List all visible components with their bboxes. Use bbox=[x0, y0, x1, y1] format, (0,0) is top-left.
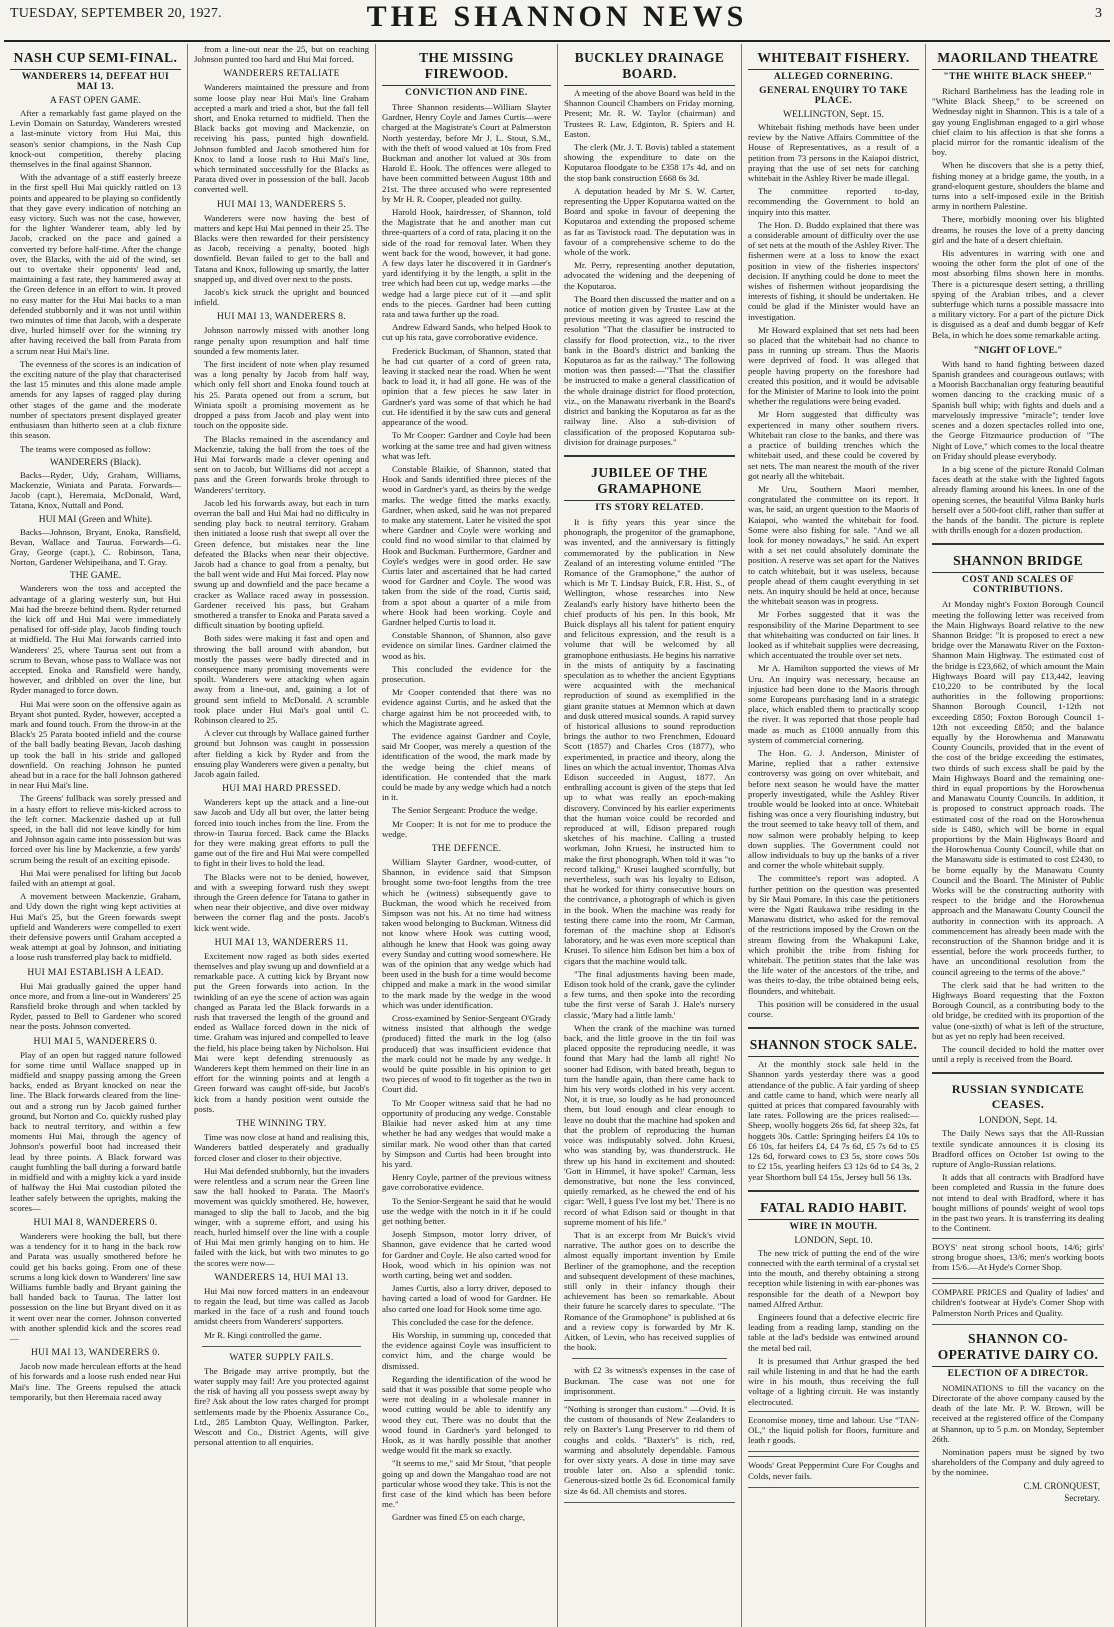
article-paragraph: Hui Mai now forced matters in an endeavour to regain the lead, but time was called as Jacob marked in the face of a rush and found touch amidst cheers from Wanderers' supporters. bbox=[194, 1285, 369, 1327]
article-paragraph: That is an excerpt from Mr Buick's vivid narrative. The author goes on to describe the almost equally important invention by Emile Berliner of the gramophone, and the reception and subsequent development of these machines, still only in their infancy though their achievement has been so remarkable. About their future he scarcely dares to speculate. "The Romance of the Gramophone" is published at 6s and a review copy is forwarded by Mr K. Aitken, of Levin, who has received supplies of the book. bbox=[564, 1229, 735, 1353]
article-paragraph: Hui Mai defended stubbornly, but the invaders were relentless and a scrum near the Green line saw the ball hooked to Parata. The Maori's movement was quickly smothered. He, however, managed to slip the ball to Jacob, and the big winger, with a supreme effort, and using his reach, hurled himself over the line with a couple of Hui Mai men grimly hanging on to him. He failed with the kick, but with two minutes to go the scores were now— bbox=[194, 1165, 369, 1268]
article-paragraph: The committee reported to-day, recommending the Government to hold an inquiry into this matter. bbox=[748, 186, 919, 217]
article-paragraph: Three Shannon residents—William Slayter Gardner, Henry Coyle and James Curtis—were charged at the Magistrate's Court at Palmerston North yesterday, before Mr J. L. Stout, S.M., with the theft of wood valued at 10s from Fred Buckman and another lot valued at 30s from Harold E. Hook. The offences were alleged to have been committed between August 18th and 21st. The three accused who were represented by Mr H. R. Cooper, pleaded not guilty. bbox=[382, 102, 551, 204]
article-paragraph: The Greens' fullback was sorely pressed and in a hasty effort to relieve mis-kicked across to the left corner. Mackenzie dashed up at full speed, in the ball did not leave kindly for him and Johnson again came into possession but was forced over his line by Mackenzie, a few yards' scrum being the result of an exciting episode. bbox=[10, 793, 181, 865]
headline-russian-syndicate: RUSSIAN SYNDICATE CEASES. bbox=[951, 1082, 1085, 1112]
article-paragraph: To the Senior-Sergeant he said that he would use the wedge with the notch in it if he could get nothing better. bbox=[382, 1195, 551, 1226]
column-1 bbox=[4, 44, 188, 1627]
article-paragraph: A meeting of the above Board was held in the Shannon Council Chambers on Friday morning. Present; Mr. R. W. Taylor (chairman) and Trustees R. Law, Edginton, R. Spiers and H. Easton. bbox=[564, 88, 735, 139]
article-paragraph: Wanderers were now having the best of matters and kept Hui Mai penned in their 25. The Blacks were then rewarded for their persistency as Jacob, receiving a penalty, booted high downfield. Bevan failed to get to the ball and Tatana and Knox, following up smartly, the latter snapped up, and dived over next to the posts. bbox=[194, 212, 369, 284]
score-line: HUI MAI 8, WANDERERS 0. bbox=[33, 1217, 158, 1228]
advert-hyde-compare-prices bbox=[932, 1283, 1104, 1325]
advert-text: Woods' Great Peppermint Cure For Coughs and Colds, never fails. bbox=[748, 1460, 919, 1481]
dateline: LONDON, Sept. 14. bbox=[978, 1116, 1058, 1127]
article-paragraph: His Worship, in summing up, conceded that the evidence against Coyle was insufficient to convict him, and the charge would be dismissed. bbox=[382, 1329, 551, 1371]
article-paragraph: Johnson narrowly missed with another long range penalty upon resumption and half time sounded a few moments later. bbox=[194, 325, 369, 356]
article-paragraph: Mr Cooper: It is not for me to produce the wedge. bbox=[382, 818, 551, 839]
article-paragraph: The teams were composed as follow: bbox=[20, 443, 151, 454]
article-paragraph: Wanderers won the toss and accepted the advantage of a glaring westerly sun, but Hui Mai had the breeze behind them. Ryder returned the kick off and Hui Mai were immediately penalised for off-side play, Jacob finding touch at midfield. The Hui Mai forwards carried into Wanderers' 25, where Taurua sent out from a scrum to Bevan, whose pass to Wallace was not accepted. Enoka and Ransfield were handy, however, and dribbled on over the line, but Ryder managed to force down. bbox=[10, 583, 181, 696]
article-paragraph: Mr Howard explained that set nets had been so placed that the whitebait had no chance to pass in running up stream. Thus the Maoris were deprived of food. It was alleged that people having property on the foreshore had created this position, and it would be advisable for the Minister of Marine to look into the point whether the regulations were being evaded. bbox=[748, 324, 919, 407]
subhead-election-director: ELECTION OF A DIRECTOR. bbox=[947, 1368, 1089, 1379]
article-paragraph: Hui Mai gradually gained the upper hand once more, and from a line-out in Wanderers' 25 Ransfield broke through and when tackled by Ryder, passed to Bell to Gardener who scored near the posts. Johnson converted. bbox=[10, 980, 181, 1032]
headline-buckley-drainage: BUCKLEY DRAINAGE BOARD. bbox=[564, 50, 735, 86]
masthead bbox=[4, 0, 1110, 42]
columns bbox=[4, 44, 1110, 1627]
article-paragraph: Gardner was fined £5 on each charge, bbox=[392, 1512, 525, 1523]
divider bbox=[748, 1027, 919, 1029]
article-paragraph: A deputation headed by Mr S. W. Carter, representing the Upper Koputaroa waited on the Board and spoke in favour of deepening the Koputaroa and extending the proposed scheme as far as Tavistock road. The deputation was in favour of a comprehensive scheme to do the whole of the work. bbox=[564, 185, 735, 258]
column-4 bbox=[558, 44, 742, 1627]
article-paragraph: Regarding the identification of the wood he said that it was possible that some people who were not dealing in a wholesale manner in wood cutting would be able to identify any wood they cut. There was no doubt that the wood found in Gardner's yard belonged to Hook, as it was hardly possible that another wedge would fit the mark so exactly. bbox=[382, 1373, 551, 1456]
divider bbox=[572, 1358, 727, 1359]
article-paragraph: To Mr Cooper witness said that he had no opportunity of producing any wedge. Constable Blaikie had never asked him at any time whether he had any wedges that would make a similar mark. No wood other than that carted by Simpson and Curtis had been brought into his yard. bbox=[382, 1097, 551, 1169]
article-paragraph: This concluded the evidence for the prosecution. bbox=[382, 663, 551, 684]
article-paragraph: Wanderers were hooking the ball, but there was a tendency for it to hang in the back row and Parata was usually smothered before he could get his backs going. From one of these scrums a long kick down to Wanderers' line saw Williams fumble badly and Bryant gaining the ball handed back to Taurua. The latter lost possession on the line but Bryant dived on it as it went over near the corner. Johnson converted with another splendid kick and the scores read— bbox=[10, 1230, 181, 1343]
subhead-cost-scales: COST AND SCALES OF CONTRIBUTIONS. bbox=[961, 575, 1075, 596]
advert-woods-peppermint bbox=[748, 1456, 919, 1487]
article-paragraph: Hui Mai were soon on the offensive again as Bryant shot punted. Ryder, however, accepted a mark and found touch. From the throw-in at the Black's 25 Parata booted infield and the course of the ball badly beating Bevan, Jacob dashing up took the ball in his stride and galloped downfield. On reaching Johnson he punted ahead but in a race for the ball Johnson gathered in near Hui Mai's line. bbox=[10, 698, 181, 791]
advert-text: Economise money, time and labour. Use "TAN-OL," the liquid polish for floors, furniture and leath r goods. bbox=[748, 1414, 919, 1446]
headline-fatal-radio-habit: FATAL RADIO HABIT. bbox=[748, 1200, 919, 1220]
article-paragraph: A clever cut through by Wallace gained further ground but Johnson was caught in possession after fielding a kick by Ryder and from the ensuing play Wanderers were given a penalty, but Jacob again failed. bbox=[194, 728, 369, 779]
article-paragraph: The Hon. G. J. Anderson, Minister of Marine, replied that a rather extensive controversy was going on over whitebait, and before next season he would have the matter properly investigated, while the Ashley River trouble would be looked into at once. Whitebait fishing was once a very flourishing industry, but the trout seemed to take heavy toll of them, and now salmon were probably helping to keep down supplies. The Government could not allow individuals to buy up the banks of a river and corner the whole whitebait supply. bbox=[748, 747, 919, 871]
article-paragraph: Mr. Perry, representing another deputation, advocated the widening and the deepening of the Koputaroa. bbox=[564, 260, 735, 291]
article-paragraph: The Board then discussed the matter and on a notice of motion given by Trustee Law at the previous meeting it was agreed to rescind the resolution "That the classifier be instructed to classify for flood protection, viz., to the river bank in the Board's district and banking the Koputaroa as far as the railway." The following motion was then passed:—"That the classifier be instructed to make a general classification of the whole drainage district for flood protection, viz., on the Manawatu riverbank in the Board's district and banking the Koputaroa as far as the railway line. Also a sub-division of classification of the proposed Koputaroa sub-division for drainage purposes." bbox=[564, 293, 735, 447]
newspaper-title: THE SHANNON NEWS bbox=[366, 0, 748, 33]
article-paragraph: The first incident of note when play resumed was a long penalty by Jacob from half way, which only fell short and Enoka found touch at his 25. Parata opened out from a scrum, but Winiata spoilt a promising movement as he dropped a pass from Jacob and play went into touch on the opposite side. bbox=[194, 359, 369, 431]
article-paragraph: The evidence against Gardner and Coyle, said Mr Cooper, was merely a question of the identification of the wood, the mark made by the wedge being the chief means of identification. He contended that the mark could be made by any wedge which had a notch in it. bbox=[382, 730, 551, 803]
advert-hyde-boots bbox=[932, 1238, 1104, 1280]
divider bbox=[202, 1346, 361, 1347]
article-paragraph: It is fifty years this year since the phonograph, the progenitor of the gramaphone, was invented, and the anniversary is fittingly commemorated by the publication in New Zealand of an interesting volume entitled "The Romance of the Gramophone," the author of which is Mr T. Lindsay Buick, F.R. Hist. S., of Wellington, whose researches into New Zealand's early history have hitherto been the chief products of his pen. In this book, Mr Buick displays all his talent for patient enquiry and felicitous expression, and the result is a volume that will be welcomed by all gramophone enthusiasts. He begins his narrative in the mists of antiquity by a fascinating speculation as to whether the ancient Egyptians were acquainted with the mechanical reproduction of sound as exemplified in the giant granite statues at Memnon which at dawn and dusk uttered musical sounds. A rapid survey of historical allusions to sound reproduction brings the author to two Frenchmen, Edouard Scott (1857) and Charles Cros (1877), who experimented, in practice and theory, along the lines on which the actual inventor, Thomas Alva Edison succeeded in August, 1877. An enthralling account is given of the steps that led up to what was really an epoch-making discovery. Convinced by his earlier experiments that the human voice could be recorded and reproduced at will, Edison prepared rough sketches of his machine. Calling a trusted workman, John Kruesi, he instructed him to make the first phonograph. When told it was "to record talking," Krusei laughed scornfully, but nevertheless, such was his loyalty to Edison, that he worked for thirty consecutive hours on the contrivance, a photograph of which is given in the book. When the machine was ready for testing there came into the room, Mr Carman, foreman of the machine shop at Edison's laboratory, and he was even more sceptical than Krusei. To silence him Edison bet him a box of cigars that the machine would talk. bbox=[564, 516, 735, 966]
article-paragraph: It adds that all contracts with Bradford have been completed and Russia in the future does not intend to deal with Bradford, where it has bought millions of pounds' weight of wool tops in the past two years. It is transferring its dealing to the Continent. bbox=[932, 1172, 1104, 1234]
article-paragraph: Mr Uru, Southern Maori member, congratulated the committee on its report. It was, he said, an urgent question to the Maoris of Kaiapoi, who wanted the whitebait for food. Some were also fishing for sale. "And we all look for money nowadays," he said. An expert with a set net could absolutely dominate the position. A reserve was set apart for the Natives to catch whitebait, but it was useless, because people ahead of them caught everything in set nets. An inquiry should be held at once, because the whitebait season was in progress. bbox=[748, 483, 919, 607]
subhead-nash-cup: WANDERERS 14, DEFEAT HUI MAI 13. bbox=[21, 72, 170, 92]
column-2 bbox=[188, 44, 376, 1627]
section-heading: WANDERERS RETALIATE bbox=[223, 69, 340, 80]
article-paragraph: The council decided to hold the matter over until a reply is received from the Board. bbox=[932, 1044, 1104, 1065]
section-heading: THE WINNING TRY. bbox=[236, 1119, 327, 1130]
subhead-conviction: CONVICTION AND FINE. bbox=[405, 88, 528, 98]
divider bbox=[932, 1072, 1104, 1074]
advert-baxters-lung-preserver bbox=[564, 1400, 735, 1503]
article-paragraph: To Mr Cooper: Gardner and Coyle had been working at the same tree and had given witness what was left. bbox=[382, 430, 551, 461]
article-paragraph: Wanderers kept up the attack and a line-out saw Jacob and Udy all but over, the latter being forced into touch inches from the line. From the throw-in Taurua forced. Back came the Blacks for they were making great efforts to pull the game out of the fire and Hui Mai were compelled to fight in their lives to hold the lead. bbox=[194, 797, 369, 869]
advert-text: COMPARE PRICES and Quality of ladies' and children's footwear at Hyde's Corner Shop with Palmerston North Prices and Quality. bbox=[932, 1287, 1104, 1318]
column-3 bbox=[376, 44, 558, 1627]
article-paragraph: At Monday night's Foxton Borough Council meeting the following letter was received from the Main Highways Board relative to the new Shannon Bridge: "It is proposed to erect a new bridge over the Manawatu River on the Foxton-Shannon Main Highway. The estimated cost of the bridge is £23,662, of which amount the Main Highways Board will pay £13,442, leaving £10,220 to be contributed by the local authorities in the following proportions: Shannon Borough Council, 1-12th not exceeding £850; Foxton Borough Council 1-12th not exceeding £850; and the balance equally by the Horowhenua and Manawatu County Councils, provided that in the event of the cost of the bridge exceeding the estimates, two thirds of such excess shall be paid by the Main Highways Board and the remaining one-third in equal proportions by the Horowhenua and Manawatu County Councils. In addition, it is proposed to construct approach roads. The estimated cost of the road on the Horowhenua side is £480, which will be borne in equal proportions by the Main Highways Board and the Horowhenua County Council, while that on the Manawatu side is estimated to cost £2430, to be borne equally by the Manawatu County Council and the Board. The Minister of Public Works will be the constructing authority with respect to the bridge and the Horowhenua approach and the Manawatu County Council the authority in connection with its approach. A commencement has already been made with the reconstruction of the Shannon bridge and it is essential, before the work proceeds further, to have an unconditional resolution from the council agreeing to the terms of the above." bbox=[932, 599, 1104, 977]
section-heading-night-of-love: "NIGHT OF LOVE." bbox=[973, 345, 1063, 356]
article-paragraph: Play of an open but ragged nature followed for some time until Wallace snapped up in midfield and snappy passing among the Green backs, ended as Bryant knocked on near the line. The Black forwards cleared from the line-out and a strong run by Jacob gained further ground, but Norton and Co. quickly rushed play back to neutral territory, and within a few moments Hui Mai, through the agency of Johnson's powerful boot had increased their lead by three points. A Black forward was caught fumbling the ball during a forward battle in midfield and with a mighty kick a yard inside of halfway the Hui Mai custodian piloted the leather safely between the uprights, making the scores— bbox=[10, 1049, 181, 1213]
team-list-hui-mai: Backs—Johnson, Bryant, Enoka, Ransfield, Bevan, Wallace and Taurua. Forwards—G. Gray, George (capt.), C. Robinson, Tana, Norton, Gardener Wehipeihana, and T. Gray. bbox=[10, 526, 181, 568]
article-paragraph: The committee's report was adopted. A further petition on the question was presented by Sir Maui Pomare. In this case the petitioners were the Ngati Raukawa tribe residing in the Manawatu district, who asked for the removal of the restrictions imposed by the Crown on the stream flowing from the Whakapuni Lake, which prohibit the tribe from fishing for whitebait. The petition states that the lake was the life water of the ancestors of the tribe, and was theirs to-day, the tribe obtained being eels, flounders, and whitebait. bbox=[748, 873, 919, 996]
notice-paragraph: NOMINATIONS to fill the vacancy on the Directorate of the above company caused by the death of the late Mr. P. W. Brown, will be received at the registered office of the Company at Shannon, up to 5 p.m. on Monday, September 26th. bbox=[932, 1382, 1104, 1444]
article-paragraph: from a line-out near the 25, but on reaching Johnson punted too hard and Hui Mai forced. bbox=[194, 44, 369, 65]
article-paragraph: The Senior Sergeant: Produce the wedge. bbox=[392, 805, 538, 816]
article-paragraph: Frederick Buckman, of Shannon, stated that he had cut quarter of a cord of green rata, leaving it stacked near the road. When he went back to load it, it had all gone. He was of the opinion that a few pieces he saw later in Gardner's yard was some of that which he had cut. He identified it by the saw cuts and general appearance of the wood. bbox=[382, 345, 551, 428]
headline-nash-cup: NASH CUP SEMI-FINAL. bbox=[10, 50, 181, 70]
headline-whitebait-fishery: WHITEBAIT FISHERY. bbox=[748, 50, 919, 70]
article-paragraph: Constable Blaikie, of Shannon, stated that Hook and Sands identified three pieces of the wood in Gardner's yard, as theirs by the wedge marks. The wedge fitted the marks exactly. Gardner, when asked, said he was not prepared to make any statement. Later he visited the spot where Gardner and Coyle were working and could find no wood similar to that claimed by Hook and Buckman. Furthermore, Gardner and Coyle's wedges were in good order. He saw Curtis later and ascertained that he had carted wood for Gardner and Coyle. The wood was taken from the side of the road, Curtis said, from a spot about a quarter of a mile from where Hook had been working. Coyle and Gardner helped Curtis to load it. bbox=[382, 463, 551, 627]
divider bbox=[932, 543, 1104, 545]
article-paragraph: When he discovers that she is a petty thief, fishing money at a bridge game, the youth, in a grand-eloquent gesture, shoulders the blame and turns into a self-imposed exile in the British army in northern Palestine. bbox=[932, 160, 1104, 212]
subhead-white-black-sheep: "THE WHITE BLACK SHEEP." bbox=[943, 72, 1093, 82]
headline-stock-sale: SHANNON STOCK SALE. bbox=[748, 1037, 919, 1057]
score-line: WANDERERS 14, HUI MAI 13. bbox=[214, 1272, 349, 1283]
headline-gramophone-jubilee: JUBILEE OF THE GRAMAPHONE bbox=[564, 465, 735, 501]
article-paragraph: The evenness of the scores is an indication of the exciting nature of the play that characterised the last 15 minutes and this alone made ample amends for any lapses of ragged play during other stages of the game and the moderate number of spectators present displayed greater enthusiasm than hitherto seen at a club fixture this season. bbox=[10, 358, 181, 441]
article-paragraph: Constable Shannon, of Shannon, also gave evidence on similar lines. Gardner claimed the wood as his. bbox=[382, 630, 551, 661]
column-5 bbox=[742, 44, 926, 1627]
article-paragraph: The new trick of putting the end of the wire connected with the earth terminal of a crystal set into the mouth, and thereby obtaining a strong reception while listening in with ear-phones was responsible for the death of a Newport boy named Alfred Arthur. bbox=[748, 1247, 919, 1309]
section-heading-the-game: THE GAME. bbox=[69, 571, 122, 582]
team-list-wanderers: Backs—Ryder, Udy, Graham, Williams, Mackenzie, Winiata and Parata. Forwards—Jacob (capt.), Heremaia, McDonald, Ward, Tatana, Knox, Nuttall and Pond. bbox=[10, 469, 181, 511]
article-paragraph: When the crank of the machine was turned back, and the little groove in the tin foil was placed opposite the reproducing needle, it was found that Mary had the lamb all right! No sooner had Edison, with bated breath, begun to turn the handle again, than there came back to him his very words clothed in his very accent. Not, it is true, so loudly as he had pronounced them, but loud enough and clear enough to leave no doubt that the machine had spoken and that the problem of reproducing the human voice was indisputably solved. John Kruesi, who was standing by, was thunderstruck. He threw up his hand in excitement and shouted: 'Gott in Himmel, it have spoke!' Carman, less demonstrative, but none the less convinced, quietly remarked, as he chewed the end of his cigar: 'Well, I guess I've lost my bet.' There is no record of what Edison said or thought in that supreme moment of his life." bbox=[564, 1022, 735, 1227]
headline-maoriland-theatre: MAORILAND THEATRE bbox=[932, 50, 1104, 70]
advert-text: BOYS' neat strong school boots, 14/6; girls' strong brogue shoes, 13/6; men's working boots from 15/6.—At Hyde's Corner Shop. bbox=[932, 1241, 1104, 1272]
article-paragraph: Jacob led his forwards away, but each in turn overran the ball and Hui Mai had no difficulty in sending play back to neutral territory. Graham then initiated a loose rush that swept all over the Green defence, but mistakes near the line defeated the Blacks when near their objective. Jacob had a chance to goal from a penalty, but the ball went wide and Hui Mai forced. Play now swung up and downfield and the pace became a cracker as Wallace raced away in possession. Gardener received his pass, but Graham smothered a transfer to Enoka and Parata saved a difficult situation by booting upfield. bbox=[194, 497, 369, 631]
article-paragraph: Hui Mai were penalised for lifting but Jacob failed with an attempt at goal. bbox=[10, 867, 181, 889]
article-paragraph: Jacob's kick struck the upright and bounced infield. bbox=[194, 287, 369, 308]
article-paragraph: Richard Barthelmess has the leading role in "White Black Sheep," to be screened on Wednesday night in Shannon. This is a tale of a gay young Englishman engaged to a girl whose chief claim to his affection is that she forms a placid mirror for the romantic idealism of the boy. bbox=[932, 86, 1104, 158]
article-paragraph: Both sides were making it fast and open and throwing the ball around with abandon, but mostly the passes were badly directed and in consequence many promising movements were spoilt. Wanderers were attacking when again away from a line-out, and, gaining a lot of ground sent infield to McDonald. A scramble took place under Hui Mai's goal until C. Robinson cleared to 25. bbox=[194, 633, 369, 725]
column-6 bbox=[926, 44, 1110, 1627]
score-line: HUI MAI 5, WANDERERS 0. bbox=[33, 1036, 158, 1047]
article-paragraph: At the monthly stock sale held in the Shannon yards yesterday there was a good attendance of the public. A fair yarding of sheep and cattle came to hand, which were nearly all quitted at prices that compared favourably with late rates. Following are the prices realised:—Sheep, woolly hoggets 26s 6d, fat sheep 32s, fat hoggets 30s. Cattle: Springing heifers £4 10s to £6 10s, fat heifers £4, £4 7s 6d, £5 7s 6d to £5 12s 6d, forward cows to £3 5s, store cows 50s to £2 15s, yearling heifers £3 12s 6d to £4 3s, 2 year Shorthorn bull £4 15s, Jersey bull 56 13s. bbox=[748, 1059, 919, 1182]
article-paragraph: The Blacks remained in the ascendancy and Mackenzie, taking the ball from the toes of the Hui Mai forwards made a clever opening and sent on to Jacob, but Williams did not accept a pass and the Green forwards broke through to Wanderers' territory. bbox=[194, 433, 369, 495]
headline-dairy-co: SHANNON CO-OPERATIVE DAIRY CO. bbox=[932, 1331, 1104, 1367]
article-paragraph: Mr A. Hamilton supported the views of Mr Uru. An inquiry was necessary, because an injustice had been done to the Maoris through some Europeans purchasing land in a strategic place, which enabled them to practically scoop the river. It was reported that those people had made as much as £1000 annually from this system of commercial cornering. bbox=[748, 663, 919, 745]
article-paragraph: With the advantage of a stiff easterly breeze in the first spell Hui Mai quickly rattled on 13 points and appeared to be playing so confidently that they gave every indication of notching an easy victory. Such was not the case, however, for the lighter Wanderer team, ably led by Jacob, cracked on the pace and gained a converted try before half-time. After the change over, the Blacks, with the aid of the wind, set out to overtake their opponents' lead and, maintaining a fast rate, they hammered away at the Green defence in an effort to win. It proved no easy matter for the Hui Mai backs to a man defended stubbornly and it was not until within two minutes of time that Jacob, with a desperate dive, hurled himself over for the winning try after having received the ball from Parata from a scrum near Hui Mai's line. bbox=[10, 172, 181, 356]
article-paragraph: Henry Coyle, partner of the previous witness gave corroborative evidence. bbox=[382, 1172, 551, 1193]
article-paragraph: The clerk (Mr. J. T. Bovis) tabled a statement showing the expenditure to date on the Koputaroa floodgate to be £358 17s 4d, and on the stop bank construction £668 6s 3d. bbox=[564, 142, 735, 183]
article-paragraph: With hand to hand fighting between dazed Spanish grandees and courageous outlaws; with a Moorish Bacchanalian orgy featuring beautiful women dancing to the cracking music of a Spanish bull whip; with fights and duels and a marvelously impressive "miracle"; tender love scenes and a dozen spectacles rolled into one, the George Fitzmaurice production of "The Night of Love," which comes to the local theatre on Friday should please everybody. bbox=[932, 358, 1104, 461]
issue-date: TUESDAY, SEPTEMBER 20, 1927. bbox=[10, 6, 222, 21]
article-paragraph: Wanderers maintained the pressure and from some loose play near Hui Mai's line Graham accepted a mark and tried a shot, but the fall fell short, and Enoka returned to midfield. Then the Black backs got moving and Mackenzie, on receiving his pass, punted high downfield. Johnson fumbled and Jacob smothered him for Knox to land a loose rush to Hui Mai's line, which terminated successfully for the Blacks as Parata dived over in possession of the ball. Jacob converted well. bbox=[194, 82, 369, 195]
article-paragraph: Time was now close at hand and realising this, Wanderers battled desperately and gradually forced closer and closer to their objective. bbox=[194, 1132, 369, 1163]
score-line: HUI MAI 13, WANDERERS 8. bbox=[217, 312, 346, 323]
article-paragraph: "The final adjustments having been made, Edison took hold of the crank, gave the cylinder a few turns, and then spoke into the recording tube the first verse of Sarah J. Hale's nursery classic, 'Mary had a little lamb.' bbox=[564, 968, 735, 1020]
article-paragraph: with £2 3s witness's expenses in the case of Buckman. The case was not one for imprisonment. bbox=[564, 1365, 735, 1396]
article-paragraph: Mr Horn suggested that difficulty was experienced in many other southern rivers. Whitebait ran close to the banks, and there was a practice of building trenches which the whitebait used, and these could be covered by set nets. The man nearest the mouth of the river got nearly all the whitebait. bbox=[748, 409, 919, 481]
article-paragraph: This position will be considered in the usual course. bbox=[748, 998, 919, 1020]
page-number: 3 bbox=[1095, 6, 1102, 21]
article-paragraph: Mr Forbes suggested that it was the responsibility of the Marine Department to see that whitebaiting was conducted on fair lines. It looked as if whitebait supplies were decreasing, which accentuated the trouble over set nets. bbox=[748, 609, 919, 661]
newspaper-page bbox=[4, 0, 1110, 1627]
section-heading: HUI MAI ESTABLISH A LEAD. bbox=[27, 967, 164, 978]
headline-shannon-bridge: SHANNON BRIDGE bbox=[932, 553, 1104, 573]
article-paragraph: In a big scene of the picture Ronald Colman faces death at the stake with the lighted fagots already flaming around his knees. In one of the opening scenes, the beautiful Vilma Banky hurls herself over a 500-foot cliff, rather than suffer at the hands of the bandit. The picture is replete with thrills enough for a dozen production. bbox=[932, 463, 1104, 536]
article-paragraph: Jacob now made herculean efforts at the head of his forwards and a loose rush ended near Hui Mai's line. The Greens repulsed the attack temporarily, but then Heremaia raced away bbox=[10, 1361, 181, 1402]
advert-heading-water-supply: WATER SUPPLY FAILS. bbox=[229, 1352, 334, 1363]
subhead-wire-in-mouth: WIRE IN MOUTH. bbox=[789, 1221, 878, 1232]
article-paragraph: "It seems to me," said Mr Stout, "that people going up and down the Mangahao road are not particular whose wood they take. This is not the first case of the kind which has been before me." bbox=[382, 1458, 551, 1510]
article-paragraph: His adventures in warring with one and wooing the other form the plot of one of the most absorbing films shown here in months. There is a picturesque desert setting, a thrilling spying of the Arabian tribes, and a clever subterfuge which turns a possible massacre into a military victory. For a part of the picture Dick is disguised as a deaf and dumb beggar of Kefr Bela, in which he does some remarkable acting. bbox=[932, 248, 1104, 340]
article-paragraph: The Daily News says that the All-Russian textile syndicate announces it is closing its Bradford offices on October 1st owing to the rupture of Anglo-Russian relations. bbox=[932, 1128, 1104, 1170]
article-paragraph: The clerk said that he had written to the Highways Board requesting that the Foxton Borough Council, as a contributing body to the old bridge, be credited with its proportion of the value (one-sixth) of what is left of the structure, but as yet no reply had been received. bbox=[932, 979, 1104, 1041]
article-paragraph: The Hon. D. Buddo explained that there was a considerable amount of difficulty over the use of set nets at the mouth of the Ashley River. The fishermen were at a loss to know the exact position in view of the fisheries inspectors' decision. If anything could be done to meet the wishes of fishermen without jeopardising the interests of fishing, it should be undertaken. He could be glad if the Minister would have an investigation. bbox=[748, 219, 919, 322]
headline-missing-firewood: THE MISSING FIREWOOD. bbox=[382, 50, 551, 86]
dateline: WELLINGTON, Sept. 15. bbox=[783, 110, 884, 120]
article-paragraph: Whitebait fishing methods have been under review by the Native Affairs Committee of the House of Representatives, as a result of a petition from 73 persons in the Kaiapoi district, praying that the use of set nets for catching whitebait in the Ashley River be made illegal. bbox=[748, 122, 919, 184]
score-line: HUI MAI 13, WANDERERS 11. bbox=[214, 937, 349, 948]
team-heading-hui-mai: HUI MAI (Green and White). bbox=[38, 514, 153, 525]
article-paragraph: There, morbidly mooning over his blighted dreams, he rouses the love of a pretty dancing girl and the hate of a desert chieftain. bbox=[932, 214, 1104, 245]
advert-tan-ol bbox=[748, 1411, 919, 1453]
article-paragraph: Excitement now raged as both sides exerted themselves and play swung up and downfield at a remarkable pace. A cutting kick by Bryant now put the Green forwards into action. In the twinkling of an eye the scene of action was again changed as Parata led the Black forwards in a rush that traversed the length of the ground and ended as Wallace forced down in the nick of time. Graham was injured and compelled to leave the field, his place being taken by Nicholson. Hui Mai were kept defending strenuously as Wanderers kept them hemmed on their line in an effort for the winning points and at length a Green forward was caught off-side, but Jacob's kick from a handy position went outside the posts. bbox=[194, 950, 369, 1114]
article-paragraph: Mr Cooper contended that there was no evidence against Curtis, and he asked that the charge against him be not proceeded with, to which the Magistrate agreed. bbox=[382, 687, 551, 728]
article-paragraph: It is presumed that Arthur grasped the bed rail while listening in and that he had the earth wire in his mouth, thus receiving the full voltage of a lighting circuit. He was instantly electrocuted. bbox=[748, 1355, 919, 1407]
divider bbox=[748, 1190, 919, 1192]
subhead-alleged-cornering: ALLEGED CORNERING. bbox=[773, 72, 894, 82]
subhead-general-enquiry: GENERAL ENQUIRY TO TAKE PLACE. bbox=[759, 86, 908, 106]
advert-text: "Nothing is stronger than custom." —Ovid. It is the custom of thousands of New Zealanders to rely on Baxter's Lung Preserver to rid them of coughs and colds. "Baxter's" is rich, red, warming and absolutely dependable. Famous for over sixty years. A dose in time may save trouble later on. Also a splendid tonic. Generous-sized bottle 2s 6d. Economical family size 4s 6d. All chemists and stores. bbox=[564, 1403, 735, 1496]
article-paragraph: Andrew Edward Sands, who helped Hook to cut up his rata, gave corroborative evidence. bbox=[382, 322, 551, 343]
article-paragraph: Harold Hook, hairdresser, of Shannon, told the Magistrate that he and another man cut three-quarters of a cord of rata, placing it on the side of the road for removal later. When they went back for the wood, however, it had gone. A few days later he discovered it in Gardner's yard identifying it by the length, a split in the tree which had been cut up, wedge marks —the wedge had a large piece cut of it —and split ends to the pieces. Gardner had been cutting rata and tawa further up the road. bbox=[382, 207, 551, 320]
article-paragraph: Cross-examined by Senior-Sergeant O'Grady witness insisted that although the wedge (produced) fitted the mark in the log (also produced) that was insufficient evidence that the mark could not be made by any wedge. It would be quite possible in his opinion to get two pieces of wood to fit together as the two in Court did. bbox=[382, 1013, 551, 1095]
article-paragraph: A movement between Mackenzie, Graham, and Udy down the right wing kept activities at Hui Mai's 25, but the Green forwards swept upfield and Wanderers were compelled to exert their defensive powers until Graham accepted a weak attempt at goal by Johnson, and initiating a loose rush transferred play back to midfield. bbox=[10, 891, 181, 963]
signature-title: Secretary. bbox=[1064, 1492, 1100, 1503]
article-paragraph: The Blacks were not to be denied, however, and with a sweeping forward rush they swept through the Green defence for Tatana to gather in when near their objective, and dive over midway between the corner flag and the posts. Jacob's kick went wide. bbox=[194, 871, 369, 933]
article-paragraph: This concluded the case for the defence. bbox=[392, 1316, 534, 1327]
score-line: HUI MAI 13, WANDERERS 5. bbox=[217, 199, 346, 210]
dateline: LONDON, Sept. 10. bbox=[794, 1235, 873, 1246]
article-paragraph: After a remarkably fast game played on the Levin Domain on Saturday, Wanderers wrested a last-minute victory from Hui Mai, this season's senior champions, in the Nash Cup knock-out competition, thereby placing themselves in the final against Shannon. bbox=[10, 108, 181, 170]
score-line: HUI MAI 13, WANDERERS 0. bbox=[31, 1348, 160, 1359]
article-paragraph: James Curtis, also a lorry driver, deposed to having carted a load of wood for Gardner. He also carted one load for Hook some time ago. bbox=[382, 1283, 551, 1314]
signature-name: C.M. CRONQUEST, bbox=[1023, 1480, 1100, 1491]
section-heading-defence: THE DEFENCE. bbox=[431, 844, 502, 855]
article-paragraph: Engineers found that a defective electric fire leading from a reading lamp, standing on the table at the lad's bedside was entwined around the metal bed rail. bbox=[748, 1311, 919, 1353]
team-heading-wanderers: WANDERERS (Black). bbox=[49, 457, 142, 468]
notice-paragraph: Nomination papers must be signed by two shareholders of the Company and duly agreed to by the nominee. bbox=[932, 1446, 1104, 1478]
advert-paragraph: The Brigade may arrive promptly, but the water supply may fail! Are you protected against the risk of having all you possess swept away by fire? Ask about the low rates charged for prompt settlements made by the Phoenix Assurance Co., Ltd., 285 Lambton Quay, Wellington. Parker, Wescott and Co., District Agents, will give personal attention to all enquiries. bbox=[194, 1365, 369, 1448]
article-paragraph: Joseph Simpson, motor lorry driver, of Shannon, gave evidence that he carted wood for Gardner and Coyle. He also carted wood for Hook, wood which in his opinion was not worth carting, being wet and sodden. bbox=[382, 1229, 551, 1280]
subhead-story-related: ITS STORY RELATED. bbox=[595, 502, 704, 513]
article-paragraph: Mr R. Kingi controlled the game. bbox=[204, 1329, 322, 1340]
section-heading: HUI MAI HARD PRESSED. bbox=[222, 784, 341, 795]
article-paragraph: William Slayter Gardner, wood-cutter, of Shannon, in evidence said that Simpson brought some two-foot lengths from the tree which he (witness) subsequently gave to Buckman, the wood which he received from Simpson was not his. At no time had witness taken wood belonging to Buckman. Witness did not know where Hook was cutting wood, although he knew that Hook was going away every Sunday and cutting wood somewhere. He was of the opinion that any wedge which had been used in the bush for a time would become chipped and make a mark in the wood similar to the mark made by the wedge in the wood which was under identification. bbox=[382, 857, 551, 1010]
divider bbox=[564, 455, 735, 457]
kicker-fast-game: A FAST OPEN GAME. bbox=[50, 96, 141, 106]
